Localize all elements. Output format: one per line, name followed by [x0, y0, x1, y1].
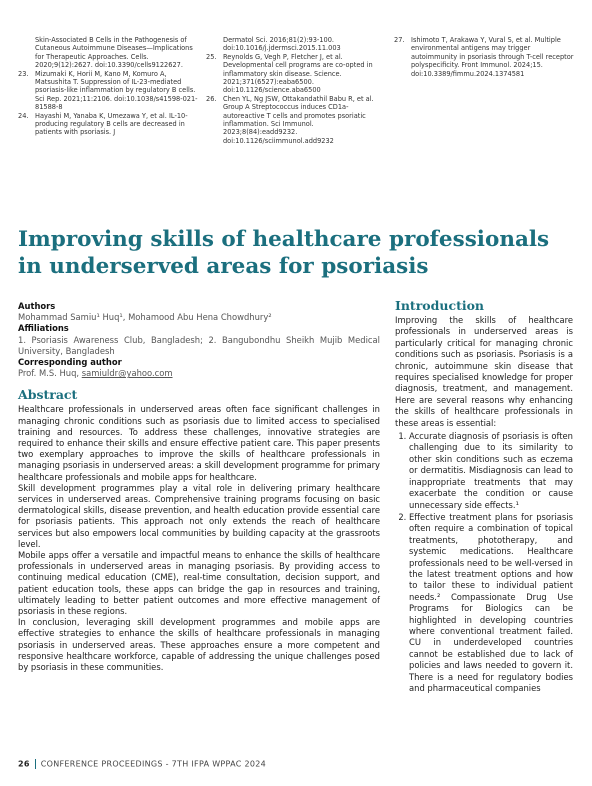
affiliations-label: Affiliations — [18, 323, 69, 334]
corresponding-author — [18, 368, 380, 379]
footer-text: CONFERENCE PROCEEDINGS - 7TH IFPA WPPAC 2024 — [40, 759, 267, 769]
authors-label: Authors — [18, 301, 56, 311]
list-item: 1. Accurate diagnosis of psoriasis is often challenging due to its similarity to other skin conditions such as eczema or dermatitis. Misdiagnosis can lead to inappropriate treatments that may exacerbate the condition or cause unnecessary side effects.¹ — [409, 431, 573, 511]
reference-item: Dermatol Sci. 2016;81(2):93-100. doi:10.1016/j.jdermsci.2015.11.003 — [223, 36, 341, 53]
reference-item: 26. Chen YL, Ng JSW, Ottakandathil Babu R, et al. Group A Streptococcus induces CD1a-autoreactive T cells and promotes psoriatic inflammation. Sci Immunol. 2023;8(84):eadd9232. doi:10.1126/sciimmunol.add9232 — [206, 94, 374, 145]
article-title: Improving skills of healthcare professionals in underserved areas for psoriasis — [18, 227, 550, 279]
reference-item: 25. Reynolds G, Vegh P, Fletcher J, et al. Developmental cell programs are co-opted in inflammatory skin disease. Science. 2021;371(6527):eaba6500. doi:10.1126/science.aba6500 — [206, 52, 373, 95]
reference-column-3 — [394, 36, 574, 78]
page-footer — [18, 759, 266, 769]
authors-list: Mohammad Samiu¹ Huq¹, Mohamood Abu Hena Chowdhury² — [18, 312, 272, 323]
corresponding-email-link[interactable]: samiuldr@yahoo.com — [81, 368, 173, 379]
reference-item: 23. Mizumaki K, Horii M, Kano M, Komuro A, Matsushita T. Suppression of IL-23-mediated psoriasis-like inflammation by regulatory B cells. Sci Rep. 2021;11:2106. doi:10.1038/s41598-021-81588-8 — [18, 69, 198, 112]
corresponding-label: Corresponding author — [18, 357, 122, 368]
reference-item: Skin-Associated B Cells in the Pathogenesis of Cutaneous Autoimmune Diseases—Implications for Therapeutic Approaches. Cells. 2020;9(12):2627. doi:10.3390/cells9122627. — [35, 36, 193, 70]
introduction-paragraph: Improving the skills of healthcare professionals in underserved areas is particularly critical for managing chronic conditions such as psoriasis. Psoriasis is a chronic, autoimmune skin disease that requires specialised knowledge for proper diagnosis, treatment, and management. Here are several reasons why enhancing the skills of healthcare professionals in these areas is essential: — [395, 315, 573, 428]
list-item: 2. Effective treatment plans for psoriasis often require a combination of topical treatments, phototherapy, and systemic medications. Healthcare professionals need to be well-versed in the latest treatment options and how to tailor these to individual patient needs.² Compassionate Drug Use Programs for Biologics can be highlighted in developing countries where conventional treatment failed. CU in underdeveloped countries cannot be established due to lack of policies and laws needed to govern it. There is a need for regulatory bodies and pharmaceutical companies — [409, 512, 573, 695]
abstract-paragraph: Mobile apps offer a versatile and impactful means to enhance the skills of healthcare professionals in underserved areas in managing psoriasis. By providing access to continuing medical education (CME), real-time consultation, decision support, and patient education tools, these apps can bridge the gap in resources and training, ultimately leading to better patient outcomes and more effective management of psoriasis in these regions. — [18, 550, 380, 617]
introduction-list — [395, 431, 573, 694]
abstract-body — [18, 404, 380, 673]
affiliations-text: 1. Psoriasis Awareness Club, Bangladesh; 2. Bangubondhu Sheikh Mujib Medical University, Bangladesh — [18, 334, 380, 356]
reference-item: 24. Hayashi M, Yanaba K, Umezawa Y, et al. IL-10-producing regulatory B cells are decreased in patients with psoriasis. J — [18, 111, 188, 137]
corresponding-name: Prof. M.S. Huq, — [18, 368, 82, 379]
introduction-heading: Introduction — [395, 298, 485, 313]
reference-column-1 — [18, 36, 198, 137]
left-column — [18, 301, 380, 673]
reference-item: 27. Ishimoto T, Arakawa Y, Vural S, et al. Multiple environmental antigens may trigger autoimmunity in psoriasis through T-cell receptor polyspecificity. Front Immunol. 2024;15. doi:10.3389/fimmu.2024.1374581 — [394, 36, 574, 78]
page-number: 26 — [18, 759, 30, 769]
abstract-paragraph: Skill development programmes play a vital role in delivering primary healthcare services in underserved areas. Comprehensive training programs focusing on basic dermatological skills, disease prevention, and health education provide essential care for psoriasis patients. This approach not only extends the reach of healthcare services but also empowers local communities by building capacity at the grassroots level. — [18, 482, 380, 549]
abstract-paragraph: In conclusion, leveraging skill development programmes and mobile apps are effective strategies to enhance the skills of healthcare professionals in managing psoriasis in underserved areas. These approaches ensure a more competent and responsive healthcare workforce, capable of addressing the unique challenges posed by psoriasis in these communities. — [18, 617, 380, 673]
footer-divider — [35, 759, 36, 769]
abstract-heading: Abstract — [18, 387, 78, 403]
right-column — [395, 298, 573, 695]
reference-column-2 — [206, 36, 386, 145]
abstract-paragraph: Healthcare professionals in underserved areas often face significant challenges in managing chronic conditions such as psoriasis due to limited access to specialised training and resources. To address these challenges, innovative strategies are required to enhance their skills and ensure effective patient care. This paper presents two exemplary approaches to improve the skills of healthcare professionals in managing psoriasis in underserved areas: a skill development programme for primary healthcare professionals and mobile apps for healthcare. — [18, 404, 380, 482]
